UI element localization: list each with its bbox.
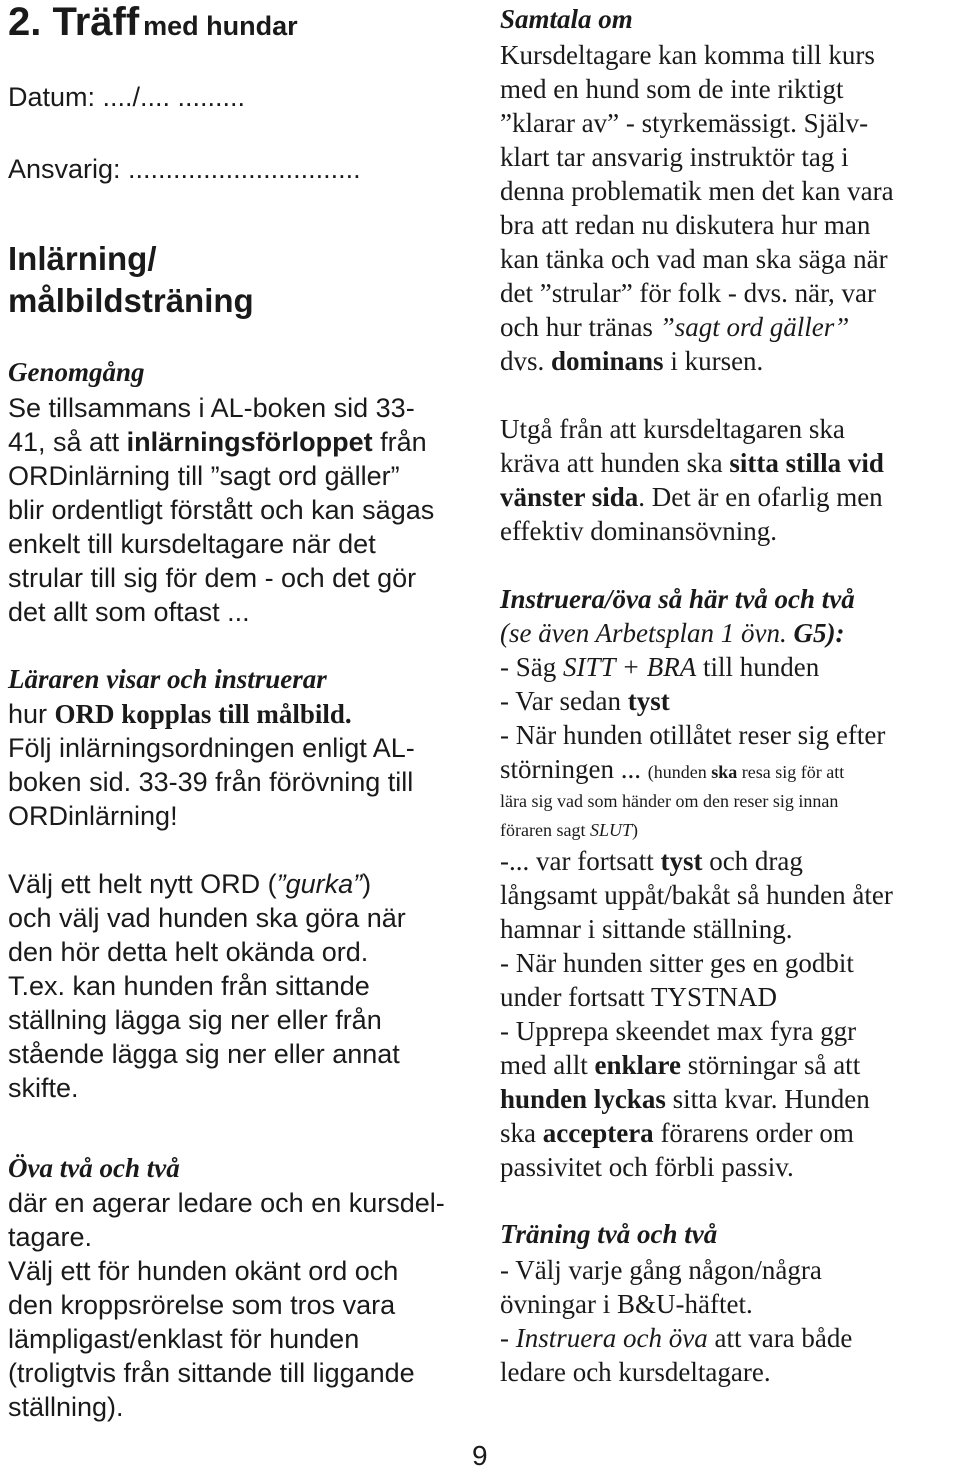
samtala-line: klart tar ansvarig instruktör tag i (500, 142, 849, 172)
instruera-line: med allt enklare störningar så att (500, 1050, 861, 1080)
lararen-line: hur ORD kopplas till målbild. (8, 699, 352, 729)
genomgang-line: strular till sig för dem - och det gör (8, 563, 417, 593)
valj-line: ställning lägga sig ner eller från (8, 1005, 382, 1035)
instruera-line: - Var sedan tyst (500, 686, 670, 716)
session-number: 2. Träff (8, 0, 140, 44)
genomgang-line: Se tillsammans i AL-boken sid 33- (8, 393, 415, 423)
valj-line: Välj ett helt nytt ORD (”gurka”) (8, 869, 372, 899)
samtala-line: bra att redan nu diskutera hur man (500, 210, 871, 240)
instruera-line: - När hunden sitter ges en godbit (500, 948, 854, 978)
instruera-line: hamnar i sittande ställning. (500, 914, 793, 944)
valj-line: och välj vad hunden ska göra när (8, 903, 406, 933)
page-number: 9 (472, 1440, 488, 1471)
instruera-line: under fortsatt TYSTNAD (500, 982, 777, 1012)
ova-line: den kroppsrörelse som tros vara (8, 1290, 396, 1320)
instruera-line: - När hunden otillåtet reser sig efter (500, 720, 886, 750)
ova-line: tagare. (8, 1222, 93, 1252)
instruera-line: (se även Arbetsplan 1 övn. G5): (500, 618, 845, 648)
ova-line: ställning). (8, 1392, 124, 1422)
valj-line: skifte. (8, 1073, 79, 1103)
ova-line: lämpligast/enklast för hunden (8, 1324, 360, 1354)
instruera-line: - Säg SITT + BRA till hunden (500, 652, 820, 682)
lararen-line: Följ inlärningsordningen enligt AL- (8, 733, 415, 763)
utga-line: Utgå från att kursdeltagaren ska (500, 414, 845, 444)
samtala-line: det ”strular” för folk - dvs. när, var (500, 278, 877, 308)
samtala-heading: Samtala om (500, 4, 633, 34)
instruera-line: passivitet och förbli passiv. (500, 1152, 794, 1182)
genomgang-line: ORDinlärning till ”sagt ord gäller” (8, 461, 400, 491)
utga-line: kräva att hunden ska sitta stilla vid (500, 448, 884, 478)
utga-line: vänster sida. Det är en ofarlig men (500, 482, 883, 512)
instruera-line: störningen ... (hunden ska resa sig för att (500, 754, 845, 784)
lararen-line: boken sid. 33-39 från förövning till (8, 767, 414, 797)
utga-line: effektiv dominansövning. (500, 516, 777, 546)
traning-line: - Instruera och öva att vara både (500, 1323, 853, 1353)
traning-line: - Välj varje gång någon/några (500, 1255, 822, 1285)
valj-line: T.ex. kan hunden från sittande (8, 971, 370, 1001)
lararen-line: ORDinlärning! (8, 801, 178, 831)
session-subtitle: med hundar (143, 11, 298, 41)
traning-heading: Träning två och två (500, 1219, 718, 1249)
traning-line: övningar i B&U-häftet. (500, 1289, 753, 1319)
instruera-heading: Instruera/öva så här två och två (500, 584, 855, 614)
date-field: Datum: ..../.... ......... (8, 82, 246, 112)
samtala-line: ”klarar av” - styrkemässigt. Själv- (500, 108, 869, 138)
samtala-line: och hur tränas ”sagt ord gäller” (500, 312, 850, 342)
ova-line: Välj ett för hunden okänt ord och (8, 1256, 399, 1286)
traning-line: ledare och kursdeltagare. (500, 1357, 771, 1387)
genomgang-line: enkelt till kursdeltagare när det (8, 529, 376, 559)
valj-line: stående lägga sig ner eller annat (8, 1039, 400, 1069)
instruera-line: föraren sagt SLUT) (500, 820, 638, 840)
samtala-line: kan tänka och vad man ska säga när (500, 244, 888, 274)
samtala-line: dvs. dominans i kursen. (500, 346, 764, 376)
responsible-field: Ansvarig: ............................... (8, 154, 361, 184)
instruera-line: -... var fortsatt tyst och drag (500, 846, 803, 876)
instruera-line: ska acceptera förarens order om (500, 1118, 854, 1148)
samtala-line: denna problematik men det kan vara (500, 176, 894, 206)
instruera-line: långsamt uppåt/bakåt så hunden åter (500, 880, 893, 910)
session-title (8, 0, 298, 45)
lararen-heading: Läraren visar och instruerar (8, 664, 327, 694)
genomgang-heading: Genomgång (8, 357, 145, 387)
ova-heading: Öva två och två (8, 1153, 180, 1183)
instruera-line: - Upprepa skeendet max fyra ggr (500, 1016, 857, 1046)
genomgang-line: 41, så att inlärningsförloppet från (8, 427, 427, 457)
section-heading-line1: Inlärning/ (8, 240, 157, 277)
instruera-line: hunden lyckas sitta kvar. Hunden (500, 1084, 870, 1114)
genomgang-line: blir ordentligt förstått och kan sägas (8, 495, 435, 525)
samtala-line: Kursdeltagare kan komma till kurs (500, 40, 875, 70)
instruera-line: lära sig vad som händer om den reser sig innan (500, 791, 839, 811)
genomgang-line: det allt som oftast ... (8, 597, 250, 627)
section-heading-line2: målbildsträning (8, 282, 254, 319)
ova-line: där en agerar ledare och en kursdel- (8, 1188, 445, 1218)
samtala-line: med en hund som de inte riktigt (500, 74, 844, 104)
ova-line: (troligtvis från sittande till liggande (8, 1358, 415, 1388)
valj-line: den hör detta helt okända ord. (8, 937, 369, 967)
